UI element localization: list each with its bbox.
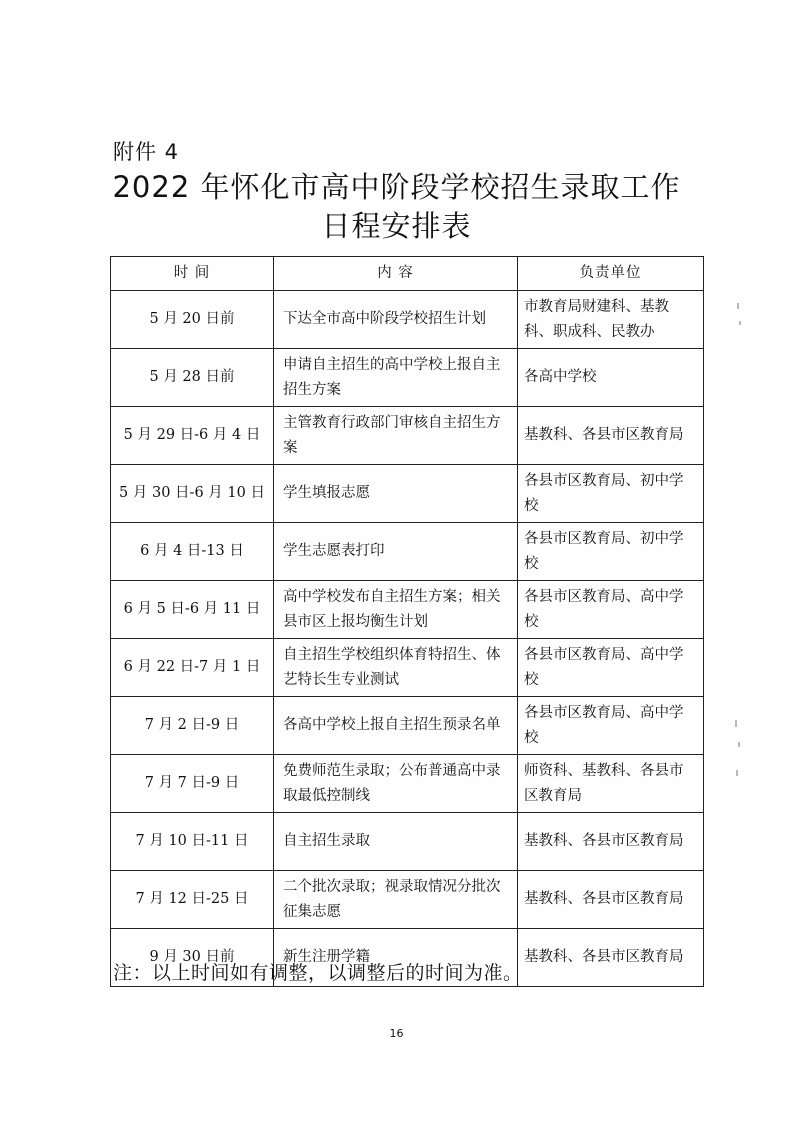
cell-time: 9 月 30 日前	[111, 929, 274, 987]
cell-unit: 各县市区教育局、高中学校	[518, 581, 704, 639]
header-responsible-unit: 负责单位	[518, 257, 704, 291]
table-header-row	[111, 257, 704, 291]
document-title-line-1: 2022 年怀化市高中阶段学校招生录取工作	[112, 170, 681, 204]
cell-content: 下达全市高中阶段学校招生计划	[274, 291, 518, 349]
cell-content: 学生志愿表打印	[274, 523, 518, 581]
cell-unit: 各县市区教育局、初中学校	[518, 465, 704, 523]
cell-time: 7 月 10 日-11 日	[111, 813, 274, 871]
cell-time: 5 月 28 日前	[111, 349, 274, 407]
header-content: 内 容	[274, 257, 518, 291]
table-row	[111, 813, 704, 871]
cell-unit: 基教科、各县市区教育局	[518, 929, 704, 987]
cell-unit: 基教科、各县市区教育局	[518, 813, 704, 871]
table-row	[111, 755, 704, 813]
table-row	[111, 871, 704, 929]
cell-unit: 各县市区教育局、初中学校	[518, 523, 704, 581]
cell-time: 7 月 12 日-25 日	[111, 871, 274, 929]
cell-content: 自主招生录取	[274, 813, 518, 871]
cell-time: 6 月 4 日-13 日	[111, 523, 274, 581]
cell-unit: 基教科、各县市区教育局	[518, 407, 704, 465]
cell-unit: 师资科、基教科、各县市区教育局	[518, 755, 704, 813]
cell-time: 5 月 20 日前	[111, 291, 274, 349]
scan-mark	[735, 720, 737, 727]
footnote: 注：以上时间如有调整，以调整后的时间为准。	[113, 962, 523, 984]
cell-content: 免费师范生录取；公布普通高中录取最低控制线	[274, 755, 518, 813]
cell-content: 主管教育行政部门审核自主招生方案	[274, 407, 518, 465]
scan-mark	[739, 321, 741, 325]
table-row	[111, 639, 704, 697]
cell-unit: 基教科、各县市区教育局	[518, 871, 704, 929]
table-row	[111, 349, 704, 407]
scan-mark	[736, 770, 738, 776]
table-row	[111, 697, 704, 755]
cell-content: 各高中学校上报自主招生预录名单	[274, 697, 518, 755]
header-time: 时 间	[111, 257, 274, 291]
page-number: 16	[389, 1027, 404, 1040]
table-row	[111, 581, 704, 639]
table-row	[111, 523, 704, 581]
table-row	[111, 407, 704, 465]
cell-time: 6 月 22 日-7 月 1 日	[111, 639, 274, 697]
cell-time: 5 月 30 日-6 月 10 日	[111, 465, 274, 523]
cell-content: 二个批次录取；视录取情况分批次征集志愿	[274, 871, 518, 929]
table-row	[111, 465, 704, 523]
schedule-table	[110, 256, 704, 987]
cell-time: 7 月 7 日-9 日	[111, 755, 274, 813]
scan-mark	[737, 303, 739, 309]
cell-content: 申请自主招生的高中学校上报自主招生方案	[274, 349, 518, 407]
cell-unit: 各县市区教育局、高中学校	[518, 697, 704, 755]
table-row	[111, 291, 704, 349]
cell-unit: 各县市区教育局、高中学校	[518, 639, 704, 697]
cell-content: 自主招生学校组织体育特招生、体艺特长生专业测试	[274, 639, 518, 697]
cell-content: 学生填报志愿	[274, 465, 518, 523]
cell-content: 新生注册学籍	[274, 929, 518, 987]
cell-time: 5 月 29 日-6 月 4 日	[111, 407, 274, 465]
cell-time: 7 月 2 日-9 日	[111, 697, 274, 755]
cell-unit: 市教育局财建科、基教科、职成科、民教办	[518, 291, 704, 349]
cell-content: 高中学校发布自主招生方案；相关县市区上报均衡生计划	[274, 581, 518, 639]
cell-time: 6 月 5 日-6 月 11 日	[111, 581, 274, 639]
attachment-label: 附件 4	[113, 140, 180, 164]
document-title-line-2: 日程安排表	[321, 209, 472, 243]
cell-unit: 各高中学校	[518, 349, 704, 407]
scan-mark	[738, 742, 740, 747]
